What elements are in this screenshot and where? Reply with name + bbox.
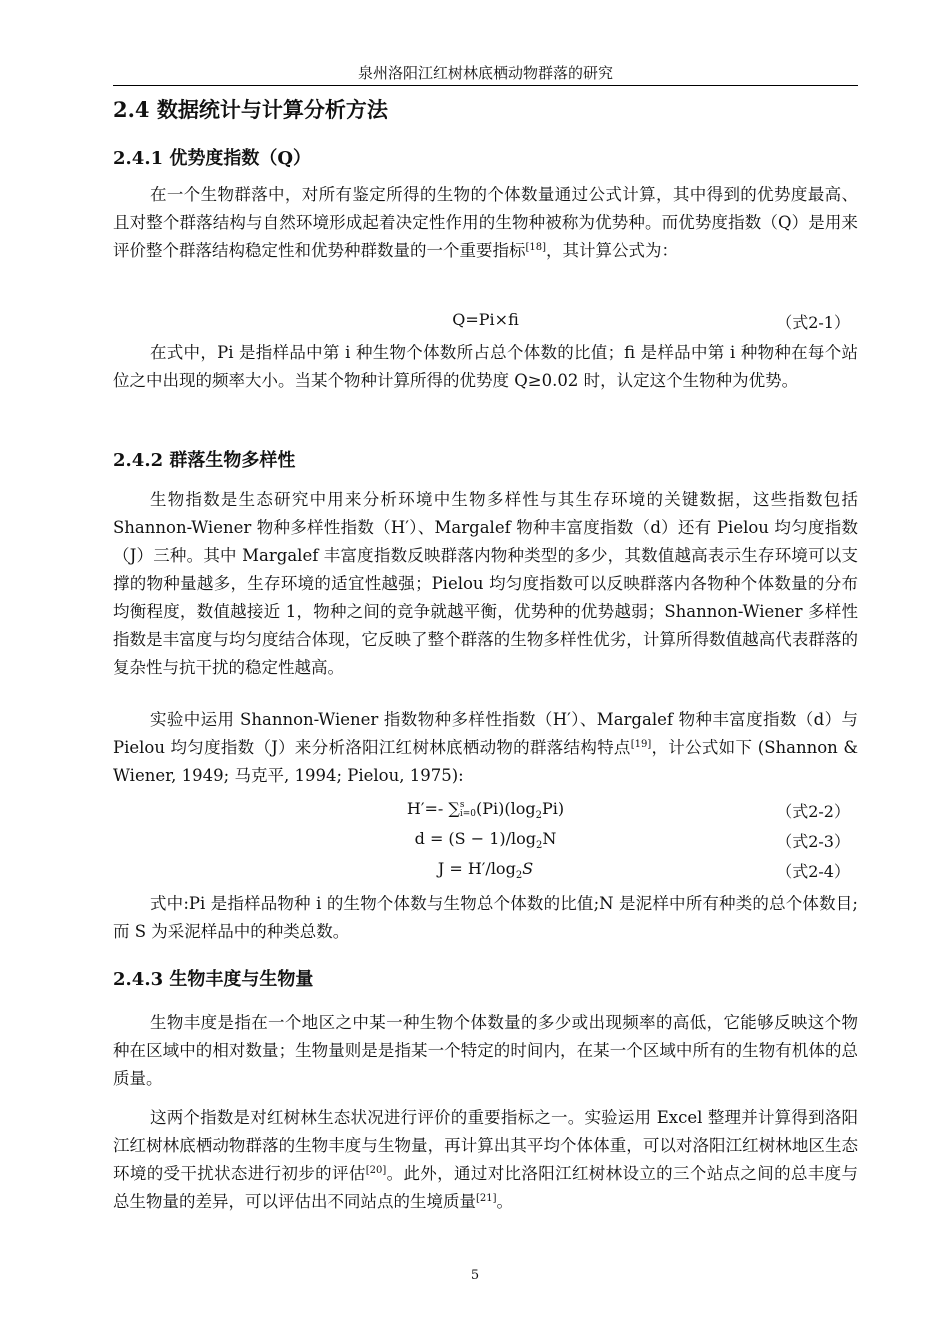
citation-18: [18] [525,242,547,253]
paragraph-diversity-intro: 生物指数是生态研究中用来分析环境中生物多样性与其生存环境的关键数据，这些指数包括 Shannon-Wiener 物种多样性指数（H′）、Margalef 物种丰富度指数（d）还有 Pielou 均匀度指数（J）三种。其中 Margalef 丰富度指数反映群落内物种类型的多少，其数值越高表示生存环境可以支撑的物种量越多，生存环境的适宜性越强；Pielou 均匀度指数可以反映群落内各物种个体数量的分布均衡程度，数值越接近 1，物种之间的竞争就越平衡，优势种的优势越弱；Shannon-Wiener 多样性指数是丰富度与均匀度结合体现，它反映了整个群落的生物多样性优劣，计算所得数值越高代表群落的复杂性与抗干扰的稳定性越高。 [113,490,858,677]
equation-formula: H′=- ∑ s i=0 $(Pi)(\log_2Pi)$ [406,799,565,822]
equation-number: （式2-1） [776,313,850,332]
equation-2-2 [113,799,858,827]
section-heading-2-4: 2.4 数据统计与计算分析方法 [113,97,388,122]
equation-formula: $J = H'/\log_2S$ [437,859,534,882]
subsection-heading-2-4-1: 2.4.1 优势度指数（Q） [113,148,312,169]
citation-19: [19] [630,739,652,750]
equation-number: （式2-2） [776,802,850,821]
equation-2-3 [113,829,858,857]
equation-2-1 [113,310,858,338]
subsection-heading-2-4-2: 2.4.2 群落生物多样性 [113,450,296,471]
equation-formula: Q=Pi×fi [452,310,519,329]
equation-formula: $d = (S - 1)/\log_2N$ [414,829,557,852]
equation-number: （式2-4） [776,862,850,881]
paragraph-dominance-definition: 在式中，Pi 是指样品中第 i 种生物个体数所占总个体数的比值；fi 是样品中第 i 种物种在每个站位之中出现的频率大小。当某个物种计算所得的优势度 Q≥0.02 时，认定这个生物种为优势。 [113,343,858,390]
equation-2-4 [113,859,858,887]
equation-number: （式2-3） [776,832,850,851]
header-rule [113,85,858,86]
subsection-heading-2-4-3: 2.4.3 生物丰度与生物量 [113,969,314,990]
running-header: 泉州洛阳江红树林底栖动物群落的研究 [357,64,613,82]
citation-20: [20] [365,1165,387,1176]
page-number: 5 [470,1268,480,1283]
paragraph-dominance-intro: 在一个生物群落中，对所有鉴定所得的生物的个体数量通过公式计算，其中得到的优势度最高、且对整个群落结构与自然环境形成起着决定性作用的生物种被称为优势种。而优势度指数（Q）是用来评价整个群落结构稳定性和优势种群数量的一个重要指标[18]，其计算公式为： [113,185,858,260]
paragraph-abundance-method: 这两个指数是对红树林生态状况进行评价的重要指标之一。实验运用 Excel 整理并计算得到洛阳江红树林底栖动物群落的生物丰度与生物量，再计算出其平均个体体重，可以对洛阳江红树林地区生态环境的受干扰状态进行初步的评估[20]。此外，通过对比洛阳江红树林设立的三个站点之间的总丰度与总生物量的差异，可以评估出不同站点的生境质量[21]。 [113,1108,859,1211]
citation-21: [21] [476,1193,497,1204]
paragraph-variable-definitions: 式中:Pi 是指样品物种 i 的生物个体数与生物总个体数的比值;N 是泥样中所有种类的总个体数目;而 S 为采泥样品中的种类总数。 [113,894,858,941]
paragraph-diversity-method: 实验中运用 Shannon-Wiener 指数物种多样性指数（H′）、Margalef 物种丰富度指数（d）与 Pielou 均匀度指数（J）来分析洛阳江红树林底栖动物的群落结构特点[19]，计公式如下 (Shannon & Wiener, 1949; 马克平, 1994; Pielou, 1975): [113,710,859,785]
paragraph-abundance-definition: 生物丰度是指在一个地区之中某一种生物个体数量的多少或出现频率的高低，它能够反映这个物种在区域中的相对数量；生物量则是是指某一个特定的时间内，在某一个区域中所有的生物有机体的总质量。 [113,1013,858,1088]
